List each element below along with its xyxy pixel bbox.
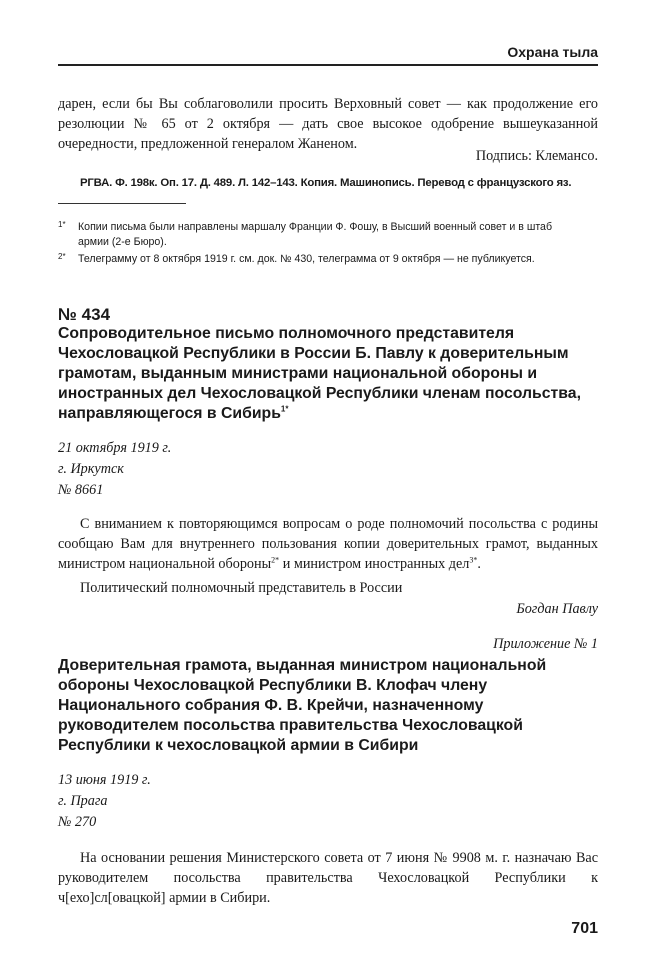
header-rule <box>58 64 598 66</box>
body-text-1: С вниманием к повторяющимся вопросам о роде полномочий посольства с родины сообщаю Вам для внутреннего пользования копии доверительных грамот, выданных министром национальной обороны <box>58 516 598 572</box>
footnote-1 <box>58 220 578 250</box>
signature-line: Подпись: Клемансо. <box>475 148 598 164</box>
document-date: 21 октября 1919 г. <box>58 440 172 456</box>
footnote-1-mark: 1* <box>58 220 66 229</box>
document-place: г. Иркутск <box>58 461 124 477</box>
page-number: 701 <box>571 920 598 937</box>
archive-reference: РГВА. Ф. 198к. Оп. 17. Д. 489. Л. 142–143. Копия. Машинопись. Перевод с французского яз. <box>80 177 572 189</box>
appendix-date: 13 июня 1919 г. <box>58 772 151 788</box>
footnote-2-mark: 2* <box>58 252 66 261</box>
footnote-2 <box>58 252 578 267</box>
document-number: № 434 <box>58 305 111 324</box>
footnote-rule <box>58 203 186 204</box>
appendix-place: г. Прага <box>58 793 108 809</box>
document-number-line: № 8661 <box>58 482 104 498</box>
body-text-2: и министром иностранных дел <box>279 556 470 572</box>
signer-name: Богдан Павлу <box>516 601 598 617</box>
appendix-number: № 270 <box>58 814 97 830</box>
body-text-3: . <box>477 556 481 572</box>
footnote-1-text: Копии письма были направлены маршалу Франции Ф. Фошу, в Высший военный совет и в штаб армии (2-е Бюро). <box>78 221 553 248</box>
appendix-body: На основании решения Министерского совета от 7 июня № 9908 м. г. назначаю Вас руководителем посольства правительства Чехословацкой Республики к ч[ехо]сл[овацкой] армии в Сибири. <box>58 850 598 906</box>
appendix-label: Приложение № 1 <box>493 636 598 652</box>
body-mark-1: 2* <box>271 555 280 565</box>
footnote-2-text: Телеграмму от 8 октября 1919 г. см. док. № 430, телеграмма от 9 октября — не публикуется. <box>78 253 535 265</box>
signer-position: Политический полномочный представитель в России <box>80 580 403 596</box>
document-title-text: Сопроводительное письмо полномочного представителя Чехословацкой Республики в России Б. Павлу к доверительным грамотам, выданным министрами национальной обороны и иностранных дел Чехословацкой Республики членам посольства, направляющегося в Сибирь <box>58 325 581 422</box>
running-title: Охрана тыла <box>507 44 598 60</box>
page <box>58 0 598 978</box>
continuation-paragraph: дарен, если бы Вы соблаговолили просить Верховный совет — как продолжение его резолюции № 65 от 2 октября — дать свое высокое одобрение вышеуказанной очередности, предложенной генералом Жаненом. <box>58 96 598 152</box>
document-title-mark: 1* <box>280 404 289 414</box>
appendix-title: Доверительная грамота, выданная министром национальной обороны Чехословацкой Республики В. Клофач члену Национального собрания Ф. В. Крейчи, назначенному руководителем посольства правительства Чехословацкой Республики к чехословацкой армии в Сибири <box>58 657 547 754</box>
body-mark-2: 3* <box>469 555 478 565</box>
document-body <box>58 514 598 574</box>
document-title <box>58 324 598 424</box>
